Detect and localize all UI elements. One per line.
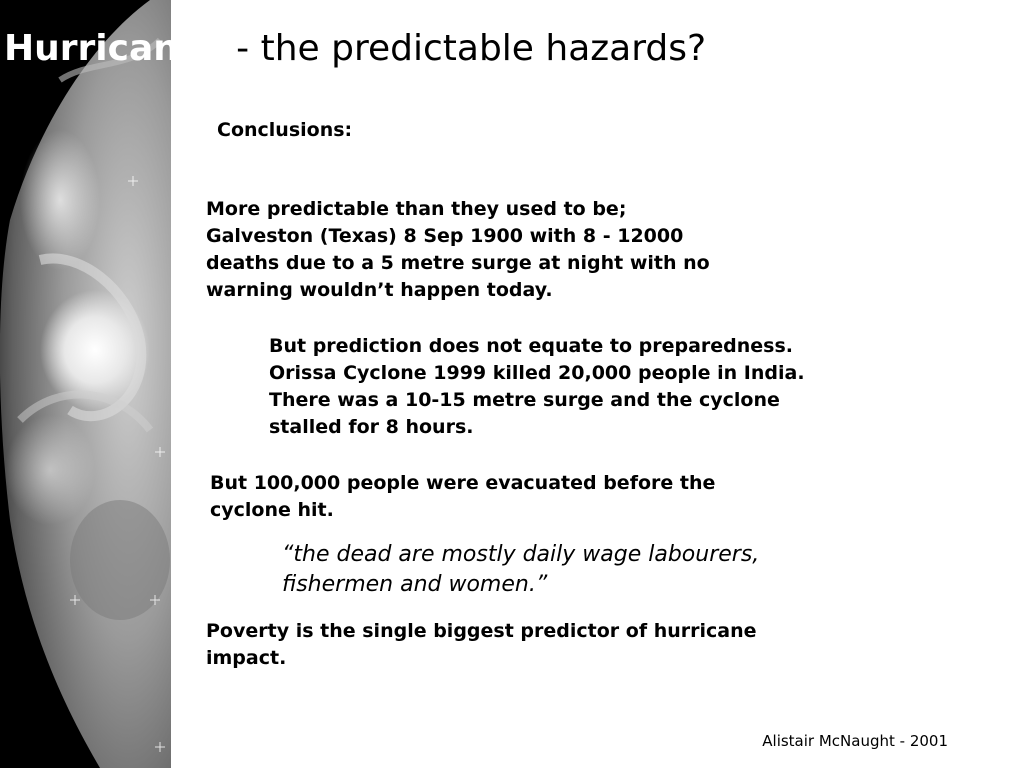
text-line: cyclone hit. xyxy=(210,499,334,521)
text-line: But 100,000 people were evacuated before the xyxy=(210,472,716,494)
title-rest: - the predictable hazards? xyxy=(224,28,707,69)
text-line: But prediction does not equate to preparedness. xyxy=(269,335,794,357)
text-line: More predictable than they used to be; xyxy=(206,198,627,220)
text-line: Orissa Cyclone 1999 killed 20,000 people in India. xyxy=(269,362,805,384)
satellite-hurricane-image xyxy=(0,0,171,768)
conclusions-heading: Conclusions: xyxy=(217,119,353,141)
text-line: stalled for 8 hours. xyxy=(269,416,474,438)
quote-line: fishermen and women.” xyxy=(282,572,548,597)
author-footer: Alistair McNaught - 2001 xyxy=(762,732,948,750)
text-line: impact. xyxy=(206,647,287,669)
paragraph-preparedness xyxy=(269,333,805,441)
text-line: warning wouldn’t happen today. xyxy=(206,279,553,301)
text-line: deaths due to a 5 metre surge at night with no xyxy=(206,252,710,274)
text-line: Poverty is the single biggest predictor of hurricane xyxy=(206,620,757,642)
quote-block xyxy=(282,540,759,600)
paragraph-evacuation xyxy=(210,470,715,524)
title-strong: Hurricanes xyxy=(4,28,225,69)
text-line: There was a 10-15 metre surge and the cyclone xyxy=(269,389,780,411)
paragraph-poverty xyxy=(206,618,757,672)
quote-line: “the dead are mostly daily wage labourers, xyxy=(282,542,760,567)
page-title xyxy=(4,26,706,72)
text-line: Galveston (Texas) 8 Sep 1900 with 8 - 12000 xyxy=(206,225,684,247)
paragraph-predictability xyxy=(206,196,710,304)
